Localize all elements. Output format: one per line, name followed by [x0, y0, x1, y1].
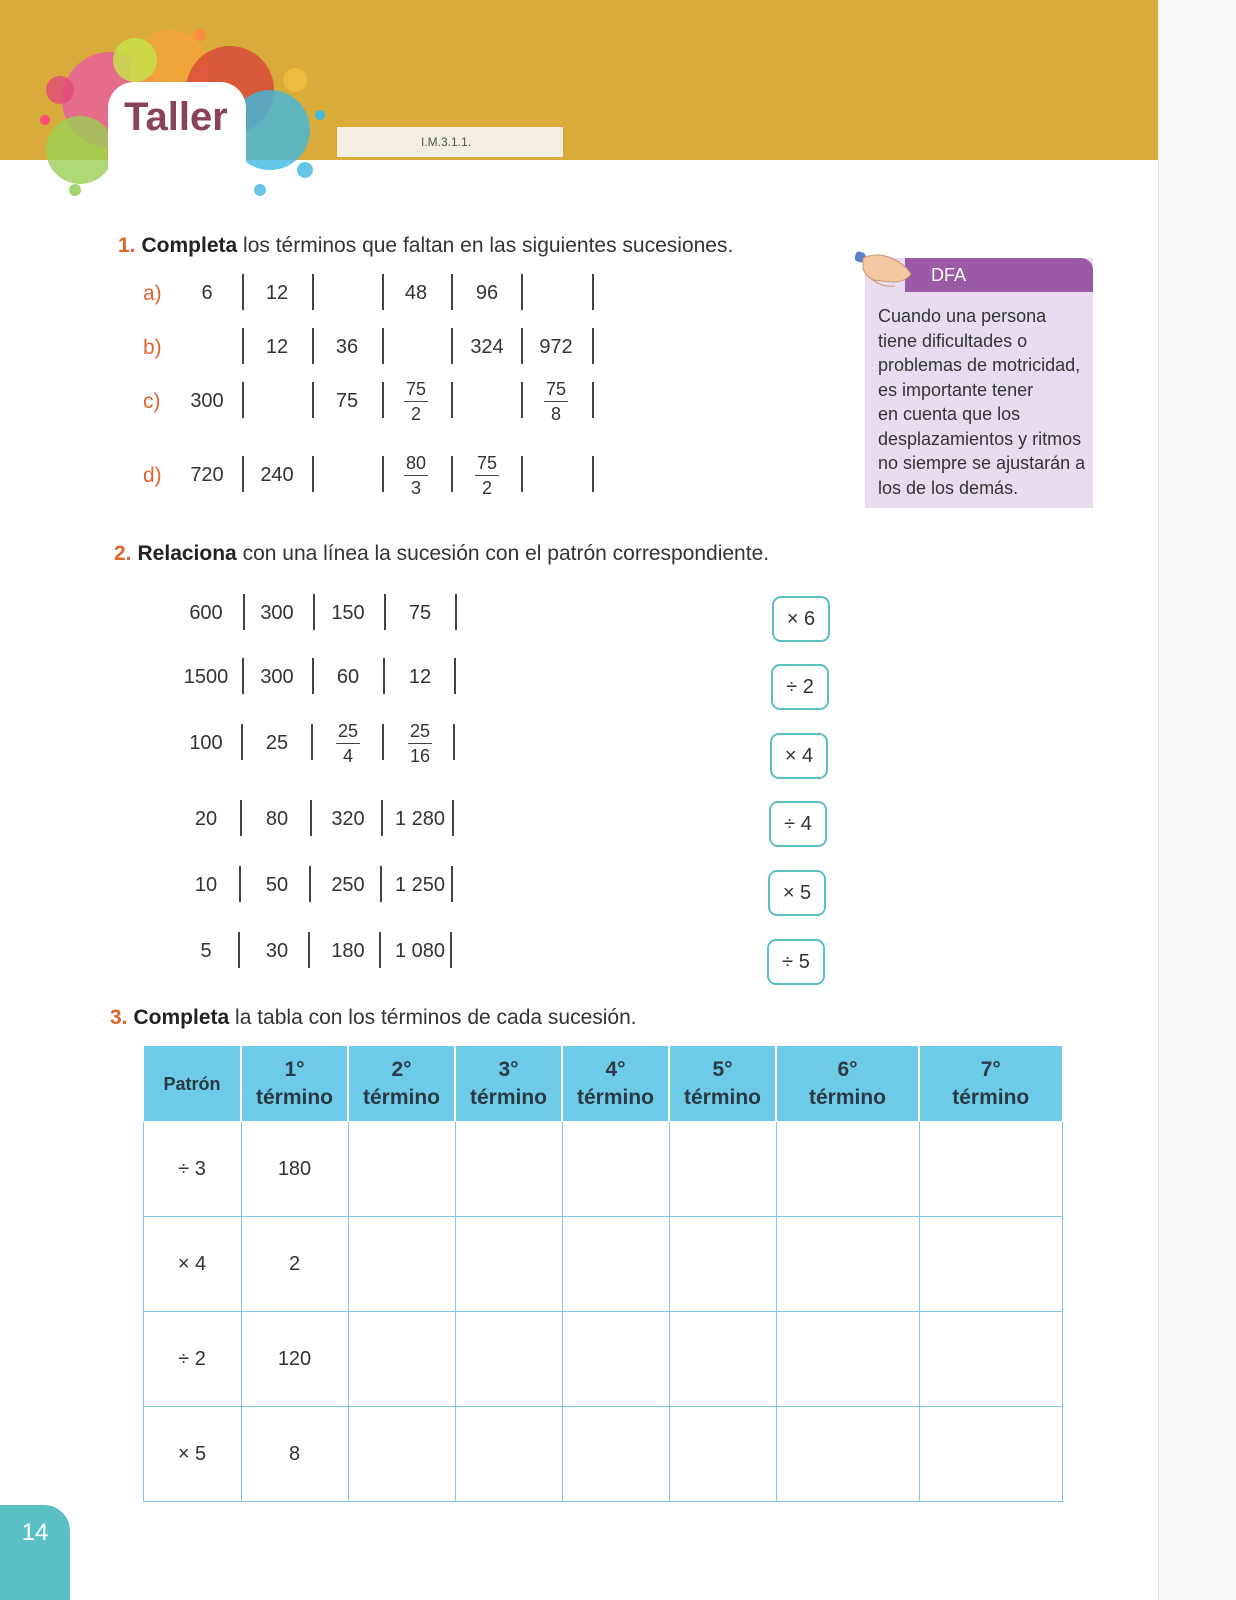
pattern-option[interactable]: ÷ 5: [767, 939, 825, 985]
dfa-line: en cuenta que los: [878, 404, 1021, 424]
pattern-option[interactable]: ÷ 2: [771, 664, 829, 710]
term-cell[interactable]: [919, 1312, 1062, 1407]
header-word: término: [952, 1085, 1030, 1109]
header-word: término: [808, 1085, 886, 1109]
sequence-term[interactable]: [245, 450, 309, 500]
term-cell[interactable]: [348, 1407, 455, 1502]
term-cell: 120: [241, 1312, 348, 1407]
sequence-term: [386, 652, 454, 702]
term-cell[interactable]: [919, 1122, 1062, 1217]
divider-line: [384, 594, 386, 630]
sequence-term: [314, 718, 382, 768]
term-cell[interactable]: [776, 1122, 919, 1217]
term-cell[interactable]: [562, 1312, 669, 1407]
header-word: término: [683, 1085, 761, 1109]
table-row: [143, 1407, 1062, 1502]
pattern-cell: × 4: [143, 1217, 241, 1312]
term-cell: 2: [241, 1217, 348, 1312]
fraction-denominator: 2: [410, 403, 421, 424]
term-cell[interactable]: [348, 1312, 455, 1407]
term-cell[interactable]: [669, 1217, 776, 1312]
dfa-line: Cuando una persona: [878, 306, 1047, 326]
term-value: 324: [470, 335, 504, 358]
sequence-term: [243, 926, 311, 976]
term-cell[interactable]: [562, 1122, 669, 1217]
pattern-option[interactable]: × 6: [772, 596, 830, 642]
dfa-text: [878, 304, 1088, 500]
sequence-term[interactable]: [384, 322, 448, 372]
divider-line: [451, 328, 453, 364]
header-ordinal: 1°: [284, 1057, 305, 1081]
sequence-term: [172, 652, 240, 702]
header-ordinal: 3°: [498, 1057, 519, 1081]
header-cell: [919, 1046, 1062, 1122]
divider-line: [242, 658, 244, 694]
sequence-term[interactable]: [175, 450, 239, 500]
sequence-term: [243, 794, 311, 844]
divider-line: [309, 866, 311, 902]
divider-line: [312, 328, 314, 364]
sequence-term[interactable]: [524, 376, 588, 426]
divider-line: [381, 800, 383, 836]
pattern-cell: ÷ 3: [143, 1122, 241, 1217]
fraction: [404, 453, 428, 498]
divider-line: [238, 932, 240, 968]
divider-line: [451, 866, 453, 902]
header-cell: [348, 1046, 455, 1122]
divider-line: [454, 658, 456, 694]
dfa-line: tiene dificultades o: [878, 330, 1028, 351]
term-value: 1 280: [394, 807, 446, 830]
divider-line: [379, 932, 381, 968]
term-value: 1500: [183, 665, 229, 688]
sequence-term[interactable]: [384, 268, 448, 318]
divider-line: [242, 382, 244, 418]
question-verb: Completa: [141, 234, 238, 257]
divider-line: [382, 382, 384, 418]
sequence-term: [314, 926, 382, 976]
divider-line: [312, 658, 314, 694]
page-number-tab: [0, 1505, 70, 1600]
term-cell[interactable]: [776, 1407, 919, 1502]
term-value: 240: [260, 463, 294, 486]
term-value: 320: [331, 807, 365, 830]
sequence-term: [386, 926, 454, 976]
term-cell[interactable]: [776, 1312, 919, 1407]
skill-code-label: I.M.3.1.1.: [337, 127, 563, 157]
header-word: término: [469, 1085, 547, 1109]
question-text: la tabla con los términos de cada sucesión.: [229, 1006, 637, 1029]
term-value: 96: [475, 281, 499, 304]
divider-line: [311, 724, 313, 760]
term-value: 30: [265, 939, 289, 962]
sequence-term[interactable]: [315, 376, 379, 426]
table-row: [143, 1122, 1062, 1217]
divider-line: [242, 328, 244, 364]
term-value: 10: [194, 873, 218, 896]
header-word: término: [255, 1085, 333, 1109]
divider-line: [310, 800, 312, 836]
term-value: 25: [265, 731, 289, 754]
question-number: 2.: [114, 542, 132, 565]
term-value: 48: [404, 281, 428, 304]
divider-line: [240, 800, 242, 836]
sequence-label: d): [143, 464, 162, 487]
pattern-cell: × 5: [143, 1407, 241, 1502]
term-value: 50: [265, 873, 289, 896]
question-number: 1.: [118, 234, 136, 257]
table-header-row: [143, 1046, 1062, 1122]
term-value: 250: [331, 873, 365, 896]
sequence-term[interactable]: [315, 322, 379, 372]
term-cell[interactable]: [455, 1312, 562, 1407]
term-cell[interactable]: [669, 1312, 776, 1407]
header-ordinal: 7°: [980, 1057, 1001, 1081]
sequence-term[interactable]: [315, 268, 379, 318]
divider-line: [452, 800, 454, 836]
term-cell[interactable]: [348, 1122, 455, 1217]
fraction: [336, 721, 360, 766]
fraction-numerator: 75: [544, 379, 568, 402]
term-cell[interactable]: [776, 1217, 919, 1312]
header-cell: [669, 1046, 776, 1122]
term-cell[interactable]: [919, 1217, 1062, 1312]
divider-line: [313, 594, 315, 630]
header-word: término: [576, 1085, 654, 1109]
term-cell[interactable]: [562, 1407, 669, 1502]
term-value: 36: [335, 335, 359, 358]
sequence-term: [172, 718, 240, 768]
header-cell: [455, 1046, 562, 1122]
term-value: 12: [265, 335, 289, 358]
divider-line: [382, 274, 384, 310]
sequence-term: [243, 588, 311, 638]
term-cell[interactable]: [455, 1122, 562, 1217]
fraction-numerator: 25: [336, 721, 360, 744]
question-number: 3.: [110, 1006, 128, 1029]
sequence-term[interactable]: [524, 268, 588, 318]
pattern-option[interactable]: × 4: [770, 733, 828, 779]
divider-line: [242, 274, 244, 310]
term-cell[interactable]: [455, 1217, 562, 1312]
divider-line: [451, 456, 453, 492]
sequence-term: [386, 718, 454, 768]
sequence-term[interactable]: [175, 322, 239, 372]
divider-line: [382, 724, 384, 760]
sequence-term: [172, 588, 240, 638]
fraction-denominator: 8: [550, 403, 561, 424]
header-ordinal: 2°: [391, 1057, 412, 1081]
fraction-denominator: 4: [342, 745, 353, 766]
divider-line: [521, 328, 523, 364]
dfa-line: no siempre se ajustarán a: [878, 453, 1086, 473]
question-3-title: [110, 1006, 637, 1030]
pattern-option[interactable]: ÷ 4: [769, 801, 827, 847]
divider-line: [382, 456, 384, 492]
divider-line: [451, 382, 453, 418]
term-value: 12: [265, 281, 289, 304]
sequence-term[interactable]: [384, 450, 448, 500]
sequence-term: [172, 860, 240, 910]
dfa-title: DFA: [931, 264, 967, 285]
table-row: [143, 1217, 1062, 1312]
divider-line: [521, 382, 523, 418]
page-edge-strip: [1158, 0, 1236, 1600]
sequence-term[interactable]: [384, 376, 448, 426]
divider-line: [383, 658, 385, 694]
sequence-term[interactable]: [524, 322, 588, 372]
sequence-term[interactable]: [315, 450, 379, 500]
divider-line: [451, 274, 453, 310]
sequence-term[interactable]: [245, 322, 309, 372]
divider-line: [242, 456, 244, 492]
fraction-numerator: 80: [404, 453, 428, 476]
sequence-label: b): [143, 336, 162, 359]
dfa-line: los de los demás.: [878, 477, 1019, 498]
dfa-line: problemas de motricidad,: [878, 355, 1081, 375]
sequence-term: [243, 860, 311, 910]
header-cell: [776, 1046, 919, 1122]
question-text: con una línea la sucesión con el patrón correspondiente.: [236, 542, 770, 565]
sequence-term[interactable]: [175, 268, 239, 318]
term-cell[interactable]: [669, 1122, 776, 1217]
divider-line: [455, 594, 457, 630]
fraction-numerator: 75: [475, 453, 499, 476]
fraction: [408, 721, 432, 766]
sequence-term[interactable]: [455, 376, 519, 426]
term-cell[interactable]: [669, 1407, 776, 1502]
hand-icon: [855, 248, 925, 294]
sequence-term: [172, 794, 240, 844]
term-value: 972: [539, 335, 573, 358]
sequence-table: [142, 1045, 1063, 1502]
sequence-term: [243, 718, 311, 768]
sequence-term: [172, 926, 240, 976]
divider-line: [312, 274, 314, 310]
term-value: 80: [265, 807, 289, 830]
sequence-term: [314, 860, 382, 910]
sequence-term[interactable]: [175, 376, 239, 426]
divider-line: [380, 866, 382, 902]
term-value: 600: [189, 601, 223, 624]
dfa-line: desplazamientos y ritmos: [878, 428, 1082, 449]
divider-line: [239, 866, 241, 902]
sequence-label: a): [143, 282, 162, 305]
sequence-term: [386, 860, 454, 910]
term-cell: 8: [241, 1407, 348, 1502]
term-value: 720: [190, 463, 224, 486]
sequence-term: [386, 588, 454, 638]
header-text: Patrón: [163, 1073, 221, 1094]
term-value: 300: [260, 665, 294, 688]
header-ordinal: 5°: [712, 1057, 733, 1081]
divider-line: [521, 274, 523, 310]
fraction-denominator: 3: [410, 477, 421, 498]
page-number: 14: [21, 1519, 49, 1546]
question-verb: Relaciona: [137, 542, 237, 565]
term-cell[interactable]: [455, 1407, 562, 1502]
term-value: 6: [201, 281, 213, 304]
sequence-term: [314, 794, 382, 844]
term-value: 5: [200, 939, 212, 962]
fraction: [544, 379, 568, 424]
term-value: 100: [189, 731, 223, 754]
dfa-line: es importante tener: [878, 379, 1034, 400]
header-cell-pattern: [143, 1046, 241, 1122]
sequence-term[interactable]: [524, 450, 588, 500]
term-value: 300: [190, 389, 224, 412]
header-ordinal: 6°: [837, 1057, 858, 1081]
term-value: 180: [331, 939, 365, 962]
term-value: 12: [408, 665, 432, 688]
term-value: 300: [260, 601, 294, 624]
term-value: 1 080: [394, 939, 446, 962]
divider-line: [308, 932, 310, 968]
pattern-cell: ÷ 2: [143, 1312, 241, 1407]
term-cell[interactable]: [562, 1217, 669, 1312]
sequence-term: [314, 652, 382, 702]
header-cell: [241, 1046, 348, 1122]
divider-line: [312, 456, 314, 492]
pattern-option[interactable]: × 5: [768, 870, 826, 916]
divider-line: [450, 932, 452, 968]
question-verb: Completa: [133, 1006, 230, 1029]
sequence-term: [314, 588, 382, 638]
fraction-numerator: 25: [408, 721, 432, 744]
term-cell[interactable]: [919, 1407, 1062, 1502]
table-row: [143, 1312, 1062, 1407]
sequence-term[interactable]: [455, 322, 519, 372]
divider-line: [592, 382, 594, 418]
header-ordinal: 4°: [605, 1057, 626, 1081]
question-1-title: [118, 234, 733, 258]
sequence-term[interactable]: [455, 450, 519, 500]
sequence-term[interactable]: [245, 268, 309, 318]
divider-line: [241, 724, 243, 760]
divider-line: [592, 274, 594, 310]
term-cell[interactable]: [348, 1217, 455, 1312]
divider-line: [592, 456, 594, 492]
divider-line: [382, 328, 384, 364]
divider-line: [592, 328, 594, 364]
fraction: [475, 453, 499, 498]
page-title: Taller: [124, 95, 228, 139]
term-cell: 180: [241, 1122, 348, 1217]
sequence-term: [386, 794, 454, 844]
header-word: término: [362, 1085, 440, 1109]
divider-line: [521, 456, 523, 492]
sequence-term: [243, 652, 311, 702]
sequence-label: c): [143, 390, 161, 413]
fraction-denominator: 2: [481, 477, 492, 498]
dfa-header: [905, 258, 1093, 292]
sequence-term[interactable]: [455, 268, 519, 318]
fraction-numerator: 75: [404, 379, 428, 402]
term-value: 150: [331, 601, 365, 624]
divider-line: [243, 594, 245, 630]
question-2-title: [114, 542, 769, 566]
term-value: 60: [336, 665, 360, 688]
question-text: los términos que faltan en las siguientes sucesiones.: [237, 234, 734, 257]
term-value: 75: [335, 389, 359, 412]
term-value: 1 250: [394, 873, 446, 896]
fraction: [404, 379, 428, 424]
fraction-denominator: 16: [409, 745, 431, 766]
divider-line: [453, 724, 455, 760]
divider-line: [312, 382, 314, 418]
sequence-term[interactable]: [245, 376, 309, 426]
term-value: 75: [408, 601, 432, 624]
header-cell: [562, 1046, 669, 1122]
term-value: 20: [194, 807, 218, 830]
